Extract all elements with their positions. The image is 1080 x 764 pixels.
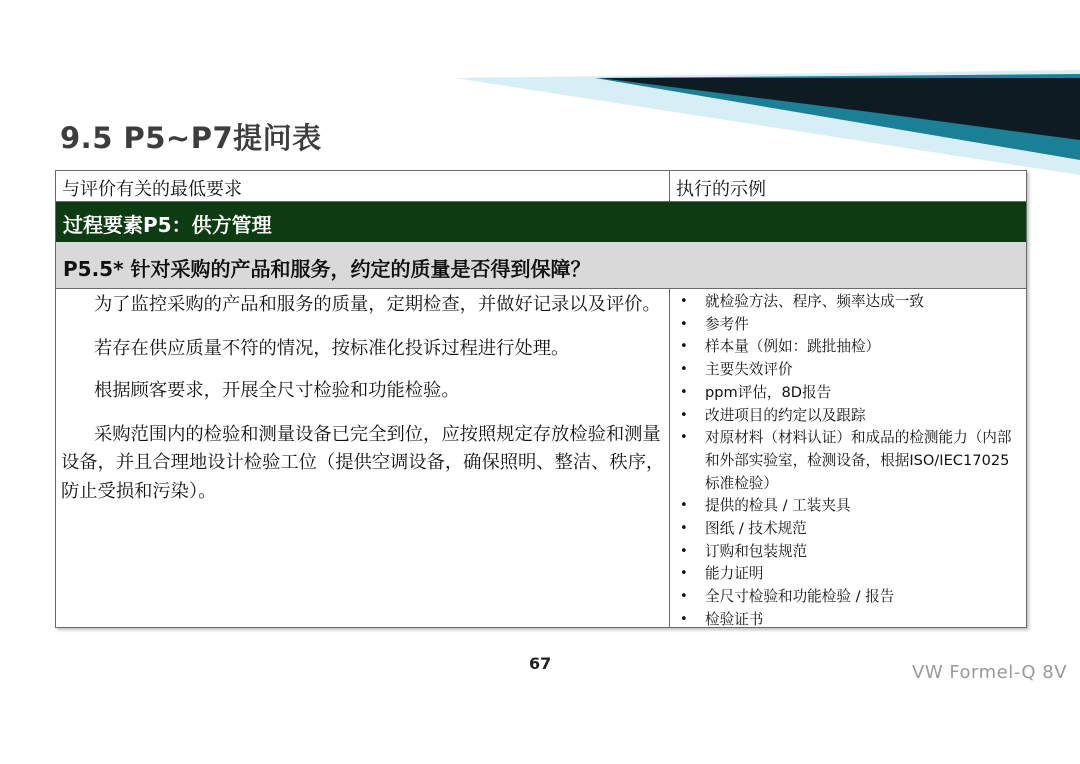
footer-label: VW Formel-Q 8V	[912, 662, 1068, 683]
table-header-row	[56, 171, 1026, 202]
list-item: • 就检验方法、程序、频率达成一致	[678, 291, 1023, 314]
page-number: 67	[529, 654, 552, 673]
requirement-paragraph: 根据顾客要求，开展全尺寸检验和功能检验。	[94, 380, 460, 401]
process-element-row: 过程要素P5：供方管理	[56, 202, 1026, 242]
column-divider	[669, 171, 670, 202]
list-item: • 对原材料（材料认证）和成品的检测能力（内部和外部实验室，检测设备，根据ISO/IEC17025标准检验）	[678, 427, 1023, 495]
requirement-paragraph: 若存在供应质量不符的情况，按标准化投诉过程进行处理。	[94, 337, 570, 359]
list-item: • 主要失效评价	[678, 359, 1023, 382]
list-item: • 能力证明	[678, 563, 1023, 586]
content-row	[56, 289, 1026, 627]
list-item: • 改进项目的约定以及跟踪	[678, 405, 1023, 428]
page-title: 9.5 P5~P7提问表	[60, 121, 322, 155]
question-table	[55, 170, 1027, 628]
list-item: • 全尺寸检验和功能检验 / 报告	[678, 586, 1023, 609]
list-item: • 样本量（例如：跳批抽检）	[678, 336, 1023, 359]
requirement-paragraph: 采购范围内的检验和测量设备已完全到位，应按照规定存放检验和测量设备，并且合理地设计检验工位（提供空调设备，确保照明、整洁、秩序，防止受损和污染）。	[61, 423, 665, 502]
requirement-paragraph: 为了监控采购的产品和服务的质量，定期检查，并做好记录以及评价。	[94, 294, 661, 315]
list-item: • 检验证书	[678, 609, 1023, 632]
list-item: • 参考件	[678, 314, 1023, 337]
column-divider	[669, 289, 670, 627]
list-item: • 提供的检具 / 工装夹具	[678, 495, 1023, 518]
requirements-text	[61, 291, 665, 506]
examples-list	[678, 291, 1023, 632]
list-item: • 订购和包装规范	[678, 541, 1023, 564]
question-row: P5.5* 针对采购的产品和服务，约定的质量是否得到保障？	[56, 242, 1026, 289]
list-item: • 图纸 / 技术规范	[678, 518, 1023, 541]
header-min-requirements: 与评价有关的最低要求	[62, 179, 242, 200]
header-examples: 执行的示例	[676, 179, 766, 200]
list-item: • ppm评估，8D报告	[678, 382, 1023, 405]
